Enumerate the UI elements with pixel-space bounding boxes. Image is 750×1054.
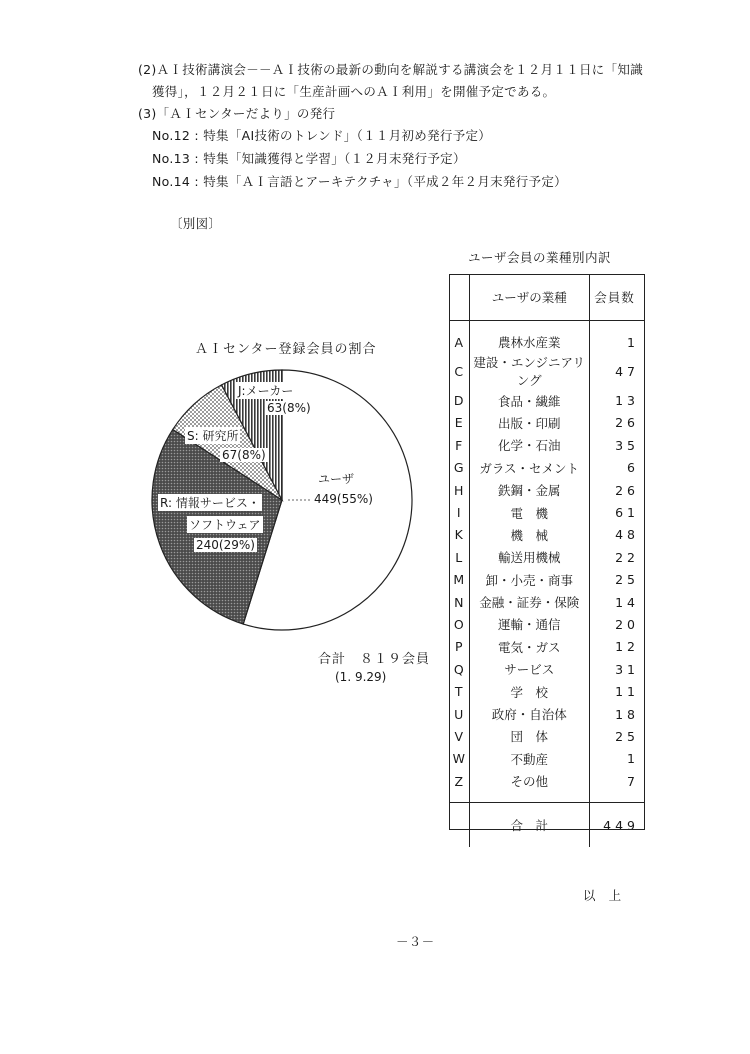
table-row xyxy=(449,501,645,523)
row-count: 25 xyxy=(615,572,639,588)
table-row xyxy=(449,748,645,770)
table-header-row xyxy=(449,274,645,321)
row-count: 14 xyxy=(615,594,639,610)
table-title: ユーザ会員の業種別内訳 xyxy=(468,250,612,265)
row-industry: ガラス・セメント xyxy=(469,457,589,479)
pie-total: 合計 ８１９会員 xyxy=(318,652,431,667)
newsletter-issue-14: No.14 : 特集「ＡＩ言語とアーキテクチャ」（平成２年２月末発行予定） xyxy=(152,174,567,189)
pie-label-maker-value: 63(8%) xyxy=(267,401,311,415)
pie-label-info-value: 240(29%) xyxy=(196,538,255,552)
appendix-label: 〔別図〕 xyxy=(170,216,222,231)
row-count: 48 xyxy=(615,527,639,543)
row-industry: 学 校 xyxy=(469,680,589,702)
table-row xyxy=(449,434,645,456)
row-count: 35 xyxy=(615,437,639,453)
row-count: 1 xyxy=(627,334,639,350)
row-code: Z xyxy=(449,770,469,792)
row-code: M xyxy=(449,569,469,591)
industry-table xyxy=(449,274,645,847)
row-code: Q xyxy=(449,658,469,680)
row-industry: 政府・自治体 xyxy=(469,703,589,725)
row-count: 11 xyxy=(615,684,639,700)
row-count: 18 xyxy=(615,706,639,722)
paragraph-newsletter-heading: (3)「ＡＩセンターだより」の発行 xyxy=(138,106,336,121)
header-count: 会員数 xyxy=(589,274,645,321)
table-row xyxy=(449,770,645,792)
row-code: G xyxy=(449,457,469,479)
closing-mark: 以 上 xyxy=(583,888,622,903)
table-row xyxy=(449,636,645,658)
row-industry: 農林水産業 xyxy=(469,331,589,353)
page-number: －３－ xyxy=(396,934,435,949)
row-code: V xyxy=(449,725,469,747)
total-label: 合 計 xyxy=(469,803,589,848)
row-code: N xyxy=(449,591,469,613)
total-count: 449 xyxy=(589,803,645,848)
row-code: F xyxy=(449,434,469,456)
row-code: P xyxy=(449,636,469,658)
row-code: L xyxy=(449,546,469,568)
pie-label-lab-name: S: 研究所 xyxy=(187,429,239,443)
row-industry: 化学・石油 xyxy=(469,434,589,456)
table-row xyxy=(449,479,645,501)
row-code: A xyxy=(449,331,469,353)
pie-label-info-name-2: ソフトウェア xyxy=(189,518,261,532)
row-count: 26 xyxy=(615,415,639,431)
row-count: 26 xyxy=(615,482,639,498)
total-code xyxy=(449,803,469,848)
pie-label-info-name: R: 情報サービス・ xyxy=(160,496,260,510)
row-industry: その他 xyxy=(469,770,589,792)
table-row xyxy=(449,703,645,725)
header-code xyxy=(449,274,469,321)
row-count: 12 xyxy=(615,639,639,655)
table-row xyxy=(449,591,645,613)
header-industry: ユーザの業種 xyxy=(469,274,589,321)
row-code: W xyxy=(449,748,469,770)
row-industry: 電 機 xyxy=(469,501,589,523)
newsletter-issue-12: No.12 : 特集「AI技術のトレンド」（１１月初め発行予定） xyxy=(152,128,492,143)
row-count: 61 xyxy=(615,505,639,521)
table-row xyxy=(449,613,645,635)
row-count: 6 xyxy=(627,460,639,476)
row-code: T xyxy=(449,680,469,702)
table-row xyxy=(449,569,645,591)
pie-label-user-name: ユーザ xyxy=(318,472,355,486)
row-count: 7 xyxy=(627,773,639,789)
row-industry: 電気・ガス xyxy=(469,636,589,658)
row-industry: 建設・エンジニアリング xyxy=(469,353,589,389)
table-row xyxy=(449,331,645,353)
table-row xyxy=(449,680,645,702)
row-industry: 食品・繊維 xyxy=(469,389,589,411)
table-row xyxy=(449,389,645,411)
row-industry: 不動産 xyxy=(469,748,589,770)
row-code: U xyxy=(449,703,469,725)
row-industry: 卸・小売・商事 xyxy=(469,569,589,591)
paragraph-lecture-line1: (2)ＡＩ技術講演会－－ＡＩ技術の最新の動向を解説する講演会を１２月１１日に「知識 xyxy=(138,62,644,77)
table-row xyxy=(449,658,645,680)
row-industry: 金融・証券・保険 xyxy=(469,591,589,613)
pie-chart-title: ＡＩセンター登録会員の割合 xyxy=(195,342,377,357)
pie-label-lab-value: 67(8%) xyxy=(222,448,266,462)
table-row xyxy=(449,457,645,479)
row-count: 47 xyxy=(615,363,639,379)
row-industry: 機 械 xyxy=(469,524,589,546)
table-row xyxy=(449,412,645,434)
row-industry: 鉄鋼・金属 xyxy=(469,479,589,501)
row-code: C xyxy=(449,353,469,389)
row-code: K xyxy=(449,524,469,546)
newsletter-issue-13: No.13 : 特集「知識獲得と学習」（１２月末発行予定） xyxy=(152,151,466,166)
row-count: 31 xyxy=(615,661,639,677)
row-count: 22 xyxy=(615,549,639,565)
row-count: 13 xyxy=(615,393,639,409)
table-row xyxy=(449,353,645,389)
table-row xyxy=(449,546,645,568)
row-code: H xyxy=(449,479,469,501)
pie-label-user-value: 449(55%) xyxy=(314,492,373,506)
table-total-row xyxy=(449,803,645,848)
row-count: 20 xyxy=(615,616,639,632)
row-code: E xyxy=(449,412,469,434)
pie-label-maker-name: J:メーカー xyxy=(238,384,294,398)
row-industry: 出版・印刷 xyxy=(469,412,589,434)
row-code: O xyxy=(449,613,469,635)
row-industry: サービス xyxy=(469,658,589,680)
row-industry: 団 体 xyxy=(469,725,589,747)
industry-table-body xyxy=(449,321,645,848)
table-row xyxy=(449,725,645,747)
pie-date: (1. 9.29) xyxy=(335,670,387,684)
row-count: 1 xyxy=(627,751,639,767)
table-row xyxy=(449,524,645,546)
row-code: I xyxy=(449,501,469,523)
row-count: 25 xyxy=(615,728,639,744)
row-industry: 運輸・通信 xyxy=(469,613,589,635)
row-code: D xyxy=(449,389,469,411)
paragraph-lecture-line2: 獲得」，１２月２１日に「生産計画へのＡＩ利用」を開催予定である。 xyxy=(152,84,556,99)
row-industry: 輸送用機械 xyxy=(469,546,589,568)
